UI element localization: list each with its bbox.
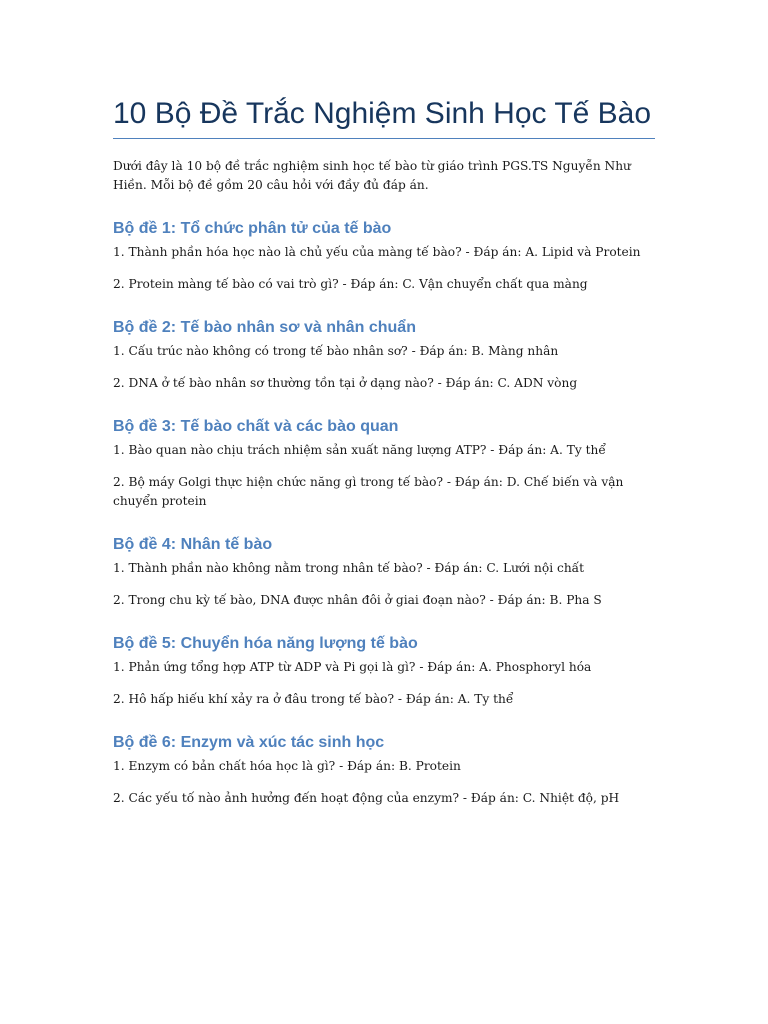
section-5 xyxy=(113,633,658,709)
question-item: 1. Cấu trúc nào không có trong tế bào nhân sơ? - Đáp án: B. Màng nhân xyxy=(113,344,559,358)
question-item: 1. Thành phần nào không nằm trong nhân tế bào? - Đáp án: C. Lưới nội chất xyxy=(113,561,585,575)
question-item: 1. Phản ứng tổng hợp ATP từ ADP và Pi gọi là gì? - Đáp án: A. Phosphoryl hóa xyxy=(113,660,592,674)
section-6 xyxy=(113,732,658,808)
section-heading: Bộ đề 5: Chuyển hóa năng lượng tế bào xyxy=(113,635,418,652)
question-item: 2. Protein màng tế bào có vai trò gì? - Đáp án: C. Vận chuyển chất qua màng xyxy=(113,277,588,291)
section-heading: Bộ đề 1: Tổ chức phân tử của tế bào xyxy=(113,220,392,237)
section-heading: Bộ đề 3: Tế bào chất và các bào quan xyxy=(113,418,399,435)
section-2 xyxy=(113,317,658,393)
question-item: 2. Hô hấp hiếu khí xảy ra ở đâu trong tế bào? - Đáp án: A. Ty thể xyxy=(113,692,514,706)
question-item: 1. Thành phần hóa học nào là chủ yếu của màng tế bào? - Đáp án: A. Lipid và Protein xyxy=(113,245,641,259)
section-heading: Bộ đề 6: Enzym và xúc tác sinh học xyxy=(113,734,385,751)
question-item: 1. Enzym có bản chất hóa học là gì? - Đáp án: B. Protein xyxy=(113,759,461,773)
document-title: 10 Bộ Đề Trắc Nghiệm Sinh Học Tế Bào xyxy=(113,97,652,130)
section-heading: Bộ đề 4: Nhân tế bào xyxy=(113,536,273,553)
question-item: 1. Bào quan nào chịu trách nhiệm sản xuất năng lượng ATP? - Đáp án: A. Ty thể xyxy=(113,443,606,457)
question-item: 2. Bộ máy Golgi thực hiện chức năng gì trong tế bào? - Đáp án: D. Chế biến và vận chuyển protein xyxy=(113,475,624,508)
section-heading: Bộ đề 2: Tế bào nhân sơ và nhân chuẩn xyxy=(113,319,416,336)
section-4 xyxy=(113,534,658,610)
question-item: 2. Trong chu kỳ tế bào, DNA được nhân đôi ở giai đoạn nào? - Đáp án: B. Pha S xyxy=(113,593,602,607)
intro-paragraph: Dưới đây là 10 bộ đề trắc nghiệm sinh học tế bào từ giáo trình PGS.TS Nguyễn Như Hiền. Mỗi bộ đề gồm 20 câu hỏi với đầy đủ đáp án. xyxy=(113,159,631,192)
question-item: 2. DNA ở tế bào nhân sơ thường tồn tại ở dạng nào? - Đáp án: C. ADN vòng xyxy=(113,376,578,390)
section-3 xyxy=(113,416,658,511)
question-item: 2. Các yếu tố nào ảnh hưởng đến hoạt động của enzym? - Đáp án: C. Nhiệt độ, pH xyxy=(113,791,620,805)
title-underline xyxy=(113,138,655,139)
document-page xyxy=(113,0,658,808)
section-1 xyxy=(113,218,658,294)
